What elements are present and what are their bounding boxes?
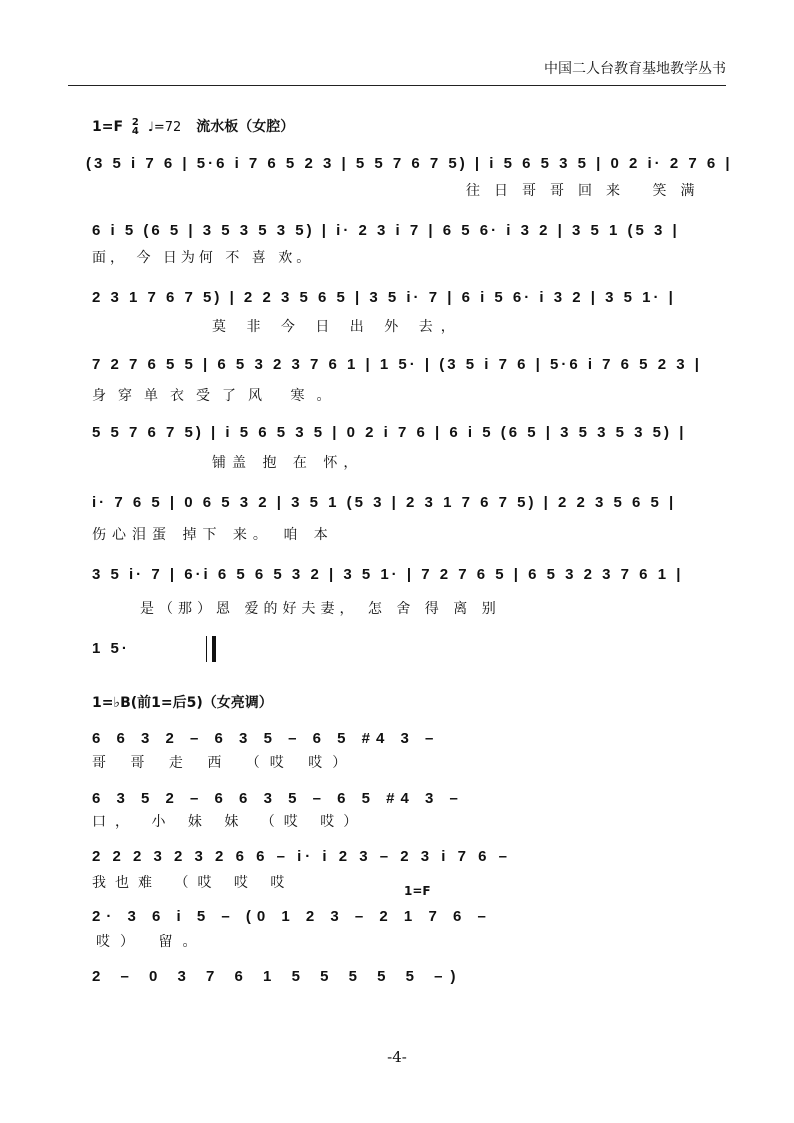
notation-line-10: 6 3 5 2 – 6 6 3 5 – 6 5 #4 3 – [92,790,464,807]
notation-line-4: 7 2 7 6 5 5 | 6 5 3 2 3 7 6 1 | 1 5· | (3 5 i 7 6 | 5·6 i 7 6 5 2 3 | [92,356,702,373]
notation-line-13: 2 – 0 3 7 6 1 5 5 5 5 5 –) [92,968,464,985]
notation-line-12: 2· 3 6 i 5 – (0 1 2 3 – 2 1 7 6 – [92,908,492,925]
notation-line-6: i· 7 6 5 | 0 6 5 3 2 | 3 5 1 (5 3 | 2 3 1 7 6 7 5) | 2 2 3 5 6 5 | [92,494,677,511]
notation-line-8: 1 5· [92,640,130,657]
lyric-line-1: 往日哥哥回来 笑满 [466,183,709,199]
notation-line-3: 2 3 1 7 6 7 5) | 2 2 3 5 6 5 | 3 5 i· 7 | 6 i 5 6· i 3 2 | 3 5 1· | [92,289,676,306]
section1-key-line [92,116,294,136]
lyric-line-11: 我也难 （哎 哎 哎 [92,875,294,891]
key-signature-2: 1=♭B(前1=后5)（女亮调） [92,695,273,711]
key-change: 1=F [404,884,431,898]
time-signature-bottom: 4 [131,126,139,137]
style-label: 流水板（女腔） [196,119,295,135]
lyric-line-7: 是（那）恩 爱的好夫妻， 怎 舍 得 离 别 [140,601,501,617]
notation-line-2: 6 i 5 (6 5 | 3 5 3 5 3 5) | i· 2 3 i 7 | 6 5 6· i 3 2 | 3 5 1 (5 3 | [92,222,680,239]
final-barline [206,636,216,662]
section2-key-line [92,692,273,712]
key-signature: 1=F [92,119,124,135]
notation-line-11: 2 2 2 3 2 3 2 6 6 – i· i 2 3 – 2 3 i 7 6 – [92,848,512,865]
lyric-line-4: 身穿单衣受了风 寒。 [92,388,343,404]
lyric-line-10: 口， 小 妹 妹 （哎 哎） [92,814,367,830]
time-signature-top: 2 [131,117,139,128]
lyric-line-3: 莫 非 今 日 出 外 去， [212,319,463,335]
notation-line-9: 6 6 3 2 – 6 3 5 – 6 5 #4 3 – [92,730,440,747]
lyric-line-9: 哥 哥 走 西 （哎 哎） [92,755,357,771]
lyric-line-12: 哎） 留。 [96,934,207,950]
notation-line-5: 5 5 7 6 7 5) | i 5 6 5 3 5 | 0 2 i 7 6 | 6 i 5 (6 5 | 3 5 3 5 3 5) | [92,424,687,441]
lyric-line-2: 面， 今 日为何 不 喜 欢。 [92,250,315,266]
lyric-line-6: 伤心泪蛋 掉下 来。 咱 本 [92,527,334,543]
time-signature [132,118,139,136]
header-rule [68,85,726,86]
notation-line-7: 3 5 i· 7 | 6·i 6 5 6 5 3 2 | 3 5 1· | 7 2 7 6 5 | 6 5 3 2 3 7 6 1 | [92,566,684,583]
tempo-marking: ♩=72 [147,120,182,135]
series-title: 中国二人台教育基地教学丛书 [544,61,726,77]
page-number: -4- [387,1048,407,1066]
lyric-line-5: 铺盖 抱 在 怀， [212,455,364,471]
notation-line-1: (3 5 i 7 6 | 5·6 i 7 6 5 2 3 | 5 5 7 6 7 5) | i 5 6 5 3 5 | 0 2 i· 2 7 6 | [86,155,733,172]
